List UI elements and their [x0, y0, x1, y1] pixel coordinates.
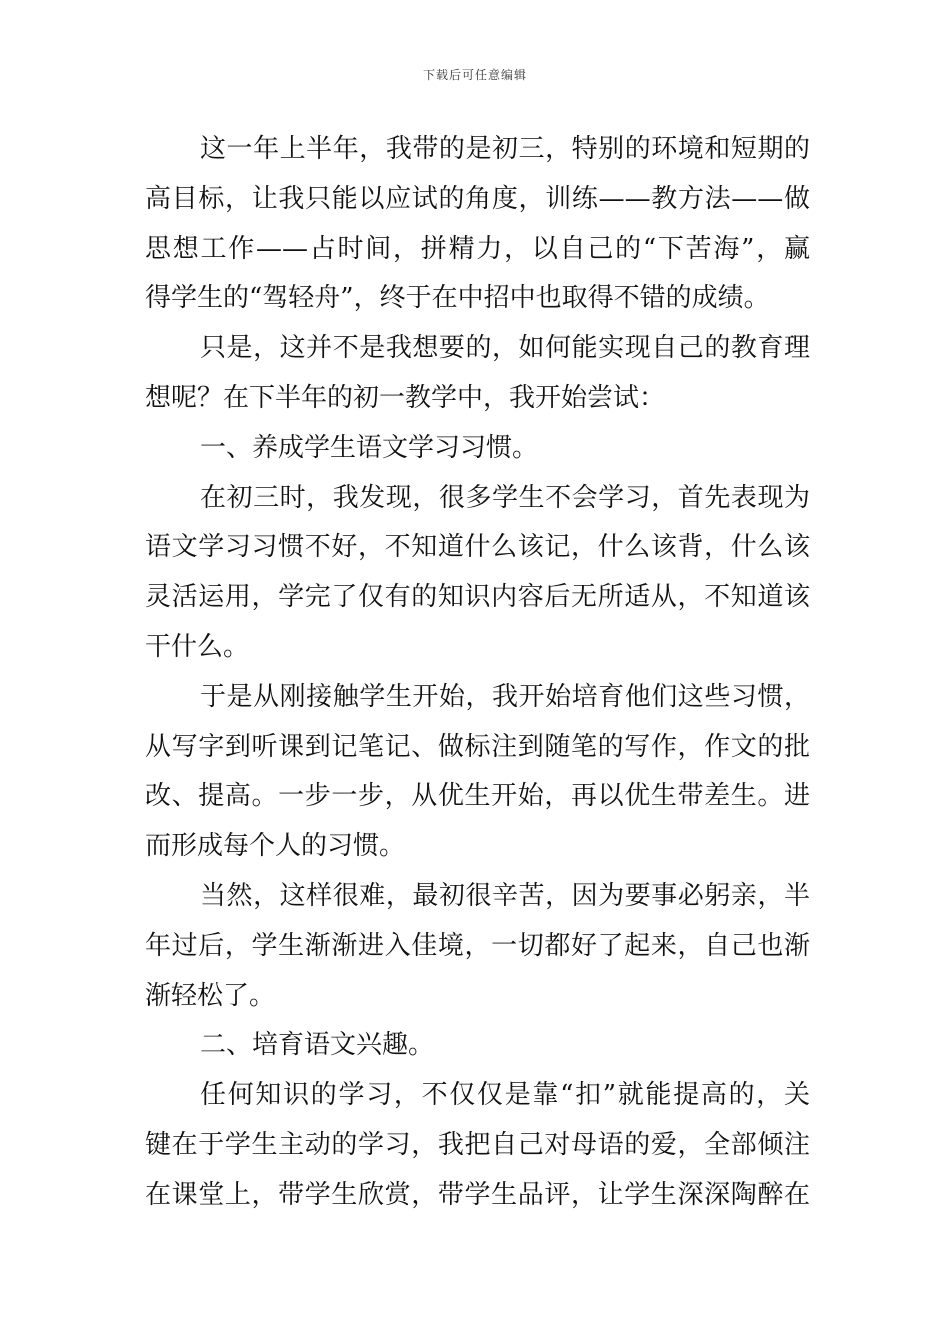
text-line: 想呢？在下半年的初一教学中，我开始尝试： [145, 382, 666, 413]
section-heading: 一、养成学生语文学习习惯。 [200, 432, 539, 463]
text-line: 从写字到听课到记笔记、做标注到随笔的写作，作文的批 [145, 731, 810, 762]
text-line: 高目标，让我只能以应试的角度，训练——教方法——做 [145, 183, 810, 214]
text-line: 而形成每个人的习惯。 [145, 831, 406, 862]
section-heading: 二、培育语文兴趣。 [200, 1030, 435, 1061]
text-line: 年过后，学生渐渐进入佳境，一切都好了起来，自己也渐 [145, 930, 810, 961]
text-line: 这一年上半年，我带的是初三，特别的环境和短期的 [200, 134, 810, 164]
text-line: 得学生的“驾轻舟”，终于在中招中也取得不错的成绩。 [145, 283, 770, 314]
text-line: 只是，这并不是我想要的，如何能实现自己的教育理 [200, 333, 810, 364]
text-line: 干什么。 [145, 631, 250, 662]
text-line: 渐轻松了。 [145, 980, 276, 1011]
text-line: 语文学习习惯不好，不知道什么该记，什么该背，什么该 [145, 532, 810, 563]
text-line: 当然，这样很难，最初很辛苦，因为要事必躬亲，半 [200, 880, 810, 911]
text-line: 任何知识的学习，不仅仅是靠“扣”就能提高的，关 [200, 1080, 810, 1111]
header-note: 下载后可任意编辑 [422, 68, 527, 82]
text-line: 改、提高。一步一步，从优生开始，再以优生带差生。进 [145, 781, 810, 812]
document-body [145, 125, 810, 1221]
text-line: 灵活运用，学完了仅有的知识内容后无所适从，不知道该 [145, 582, 810, 613]
text-line: 思想工作——占时间，拼精力，以自己的“下苦海”，赢 [145, 233, 810, 264]
text-line: 键在于学生主动的学习，我把自己对母语的爱，全部倾注 [145, 1129, 810, 1160]
text-line: 在初三时，我发现，很多学生不会学习，首先表现为 [200, 482, 810, 513]
text-line: 于是从刚接触学生开始，我开始培育他们这些习惯， [200, 681, 810, 712]
text-line: 在课堂上，带学生欣赏，带学生品评，让学生深深陶醉在 [145, 1179, 810, 1210]
